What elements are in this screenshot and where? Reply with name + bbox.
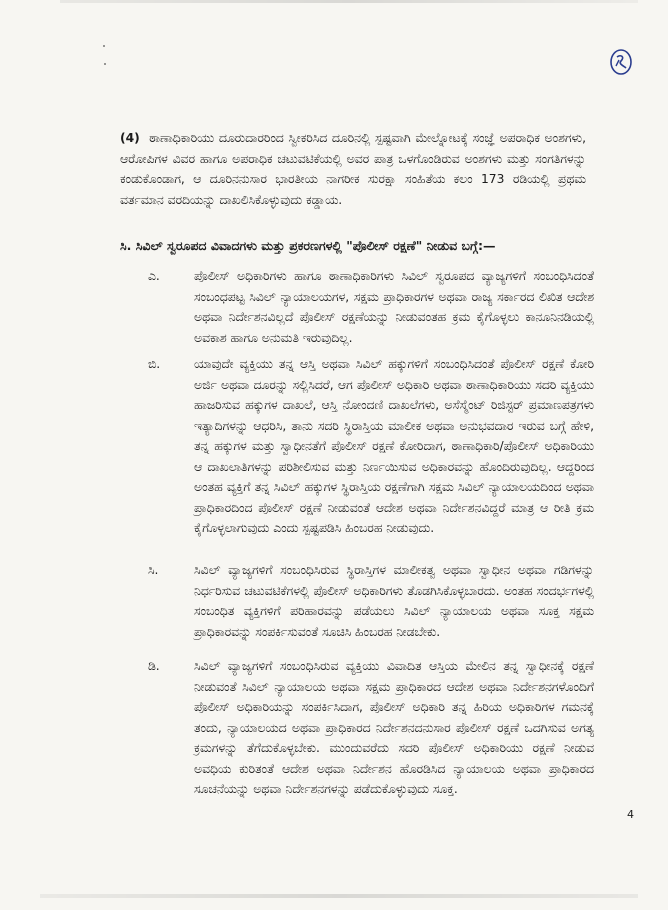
paragraph-4-marker: (4): [120, 131, 140, 145]
paragraph-4-text: [120, 128, 586, 210]
scan-edge-bottom: [40, 894, 638, 898]
page-number: 4: [627, 808, 634, 821]
initial-stamp-icon: [607, 48, 635, 76]
list-item-marker: ಡಿ.: [148, 659, 160, 673]
scan-speck: [103, 45, 105, 47]
section-heading: ಸಿ. ಸಿವಿಲ್ ಸ್ವರೂಪದ ವಿವಾದಗಳು ಮತ್ತು ಪ್ರಕರಣಗಳಲ್ಲಿ "ಪೊಲೀಸ್ ರಕ್ಷಣೆ" ನೀಡುವ ಬಗ್ಗೆ:—: [120, 238, 496, 253]
list-item-c: [148, 560, 594, 642]
list-item-marker: ಸಿ.: [148, 563, 159, 577]
list-item-text: ಯಾವುದೇ ವ್ಯಕ್ತಿಯು ತನ್ನ ಆಸ್ತಿ ಅಥವಾ ಸಿವಿಲ್ ಹಕ್ಕುಗಳಿಗೆ ಸಂಬಂಧಿಸಿದಂತೆ ಪೊಲೀಸ್ ರಕ್ಷಣೆ ಕೋರಿ ಅರ್ಜಿ ಅಥವಾ ದೂರನ್ನು ಸಲ್ಲಿಸಿದರೆ, ಆಗ ಪೊಲೀಸ್ ಅಧಿಕಾರಿ ಅಥವಾ ಠಾಣಾಧಿಕಾರಿಯು ಸದರಿ ವ್ಯಕ್ತಿಯು ಹಾಜರಿಸುವ ಹಕ್ಕುಗಳ ದಾಖಲೆ, ಆಸ್ತಿ ನೋಂದಣಿ ದಾಖಲೆಗಳು, ಅಸೆಸ್ಮೆಂಟ್ ರಿಜಿಸ್ಟರ್ ಪ್ರಮಾಣಪತ್ರಗಳು ಇತ್ಯಾದಿಗಳನ್ನು ಆಧರಿಸಿ, ತಾನು ಸದರಿ ಸ್ಥಿರಾಸ್ತಿಯ ಮಾಲೀಕ ಅಥವಾ ಅನುಭವದಾರ ಇರುವ ಬಗ್ಗೆ ಹೇಳಿ, ತನ್ನ ಹಕ್ಕುಗಳ ಮತ್ತು ಸ್ವಾಧೀನತೆಗೆ ಪೊಲೀಸ್ ರಕ್ಷಣೆ ಕೋರಿದಾಗ, ಠಾಣಾಧಿಕಾರಿ/ಪೊಲೀಸ್ ಅಧಿಕಾರಿಯು ಆ ದಾಖಲಾತಿಗಳನ್ನು ಪರಿಶೀಲಿಸುವ ಮತ್ತು ನಿರ್ಣಯಿಸುವ ಅಧಿಕಾರವನ್ನು ಹೊಂದಿರುವುದಿಲ್ಲ. ಆದ್ದರಿಂದ ಅಂತಹ ವ್ಯಕ್ತಿಗೆ ತನ್ನ ಸಿವಿಲ್ ಹಕ್ಕುಗಳ ಸ್ಥಿರಾಸ್ತಿಯ ರಕ್ಷಣೆಗಾಗಿ ಸಕ್ಷಮ ಸಿವಿಲ್ ನ್ಯಾಯಾಲಯದಿಂದ ಅಥವಾ ಪ್ರಾಧಿಕಾರದಿಂದ ಪೊಲೀಸ್ ರಕ್ಷಣೆ ನೀಡುವಂತೆ ಆದೇಶ ಅಥವಾ ನಿರ್ದೇಶನವಿದ್ದರೆ ಮಾತ್ರ ಆ ರೀತಿ ಕ್ರಮ ಕೈಗೊಳ್ಳಲಾಗುವುದು ಎಂದು ಸ್ಪಷ್ಟಪಡಿಸಿ ಹಿಂಬರಹ ನೀಡುವುದು.: [194, 357, 594, 535]
list-item-text: ಸಿವಿಲ್ ವ್ಯಾಜ್ಯಗಳಿಗೆ ಸಂಬಂಧಿಸಿರುವ ಸ್ಥಿರಾಸ್ತಿಗಳ ಮಾಲೀಕತ್ವ ಅಥವಾ ಸ್ವಾಧೀನ ಅಥವಾ ಗಡಿಗಳನ್ನು ನಿರ್ಧರಿಸುವ ಚಟುವಟಿಕೆಗಳಲ್ಲಿ ಪೊಲೀಸ್ ಅಧಿಕಾರಿಗಳು ತೊಡಗಿಸಿಕೊಳ್ಳಬಾರದು. ಅಂತಹ ಸಂದರ್ಭಗಳಲ್ಲಿ ಸಂಬಂಧಿತ ವ್ಯಕ್ತಿಗಳಿಗೆ ಪರಿಹಾರವನ್ನು ಪಡೆಯಲು ಸಿವಿಲ್ ನ್ಯಾಯಾಲಯ ಅಥವಾ ಸೂಕ್ತ ಸಕ್ಷಮ ಪ್ರಾಧಿಕಾರವನ್ನು ಸಂಪರ್ಕಿಸುವಂತೆ ಸೂಚಿಸಿ ಹಿಂಬರಹ ನೀಡಬೇಕು.: [194, 563, 594, 639]
list-item-text: ಪೊಲೀಸ್ ಅಧಿಕಾರಿಗಳು ಹಾಗೂ ಠಾಣಾಧಿಕಾರಿಗಳು ಸಿವಿಲ್ ಸ್ವರೂಪದ ವ್ಯಾಜ್ಯಗಳಿಗೆ ಸಂಬಂಧಿಸಿದಂತೆ ಸಂಬಂಧಪಟ್ಟ ಸಿವಿಲ್ ನ್ಯಾಯಾಲಯಗಳ, ಸಕ್ಷಮ ಪ್ರಾಧಿಕಾರಗಳ ಅಥವಾ ರಾಜ್ಯ ಸರ್ಕಾರದ ಲಿಖಿತ ಆದೇಶ ಅಥವಾ ನಿರ್ದೇಶನವಿಲ್ಲದೆ ಪೊಲೀಸ್ ರಕ್ಷಣೆಯನ್ನು ನೀಡುವಂತಹ ಕ್ರಮ ಕೈಗೊಳ್ಳಲು ಕಾನೂನಿನಡಿಯಲ್ಲಿ ಅವಕಾಶ ಹಾಗೂ ಅನುಮತಿ ಇರುವುದಿಲ್ಲ.: [194, 269, 594, 345]
list-item-d: [148, 656, 594, 800]
scan-edge-top: [60, 0, 638, 3]
list-item-marker: ಬಿ.: [148, 357, 161, 371]
list-item-b: [148, 354, 594, 539]
paragraph-4-body: ಠಾಣಾಧಿಕಾರಿಯು ದೂರುದಾರರಿಂದ ಸ್ವೀಕರಿಸಿದ ದೂರಿನಲ್ಲಿ ಸ್ಪಷ್ಟವಾಗಿ ಮೇಲ್ನೋಟಕ್ಕೆ ಸಂಜ್ಞೆ ಅಪರಾಧಿಕ ಅಂಶಗಳು, ಆರೋಪಿಗಳ ವಿವರ ಹಾಗೂ ಅಪರಾಧಿಕ ಚಟುವಟಿಕೆಯಲ್ಲಿ ಅವರ ಪಾತ್ರ ಒಳಗೊಂಡಿರುವ ಅಂಶಗಳು ಮತ್ತು ಸಂಗತಿಗಳನ್ನು ಕಂಡುಕೊಂಡಾಗ, ಆ ದೂರಿನನುಸಾರ ಭಾರತೀಯ ನಾಗರೀಕ ಸುರಕ್ಷಾ ಸಂಹಿತೆಯ ಕಲಂ 173 ರಡಿಯಲ್ಲಿ ಪ್ರಥಮ ವರ್ತಮಾನ ವರದಿಯನ್ನು ದಾಖಲಿಸಿಕೊಳ್ಳುವುದು ಕಡ್ಡಾಯ.: [120, 131, 586, 207]
list-item-a: [148, 266, 594, 348]
scan-speck: [104, 63, 106, 65]
list-item-marker: ಎ.: [148, 269, 160, 283]
list-item-text: ಸಿವಿಲ್ ವ್ಯಾಜ್ಯಗಳಿಗೆ ಸಂಬಂಧಿಸಿರುವ ವ್ಯಕ್ತಿಯು ವಿವಾದಿತ ಆಸ್ತಿಯ ಮೇಲಿನ ತನ್ನ ಸ್ವಾಧೀನಕ್ಕೆ ರಕ್ಷಣೆ ನೀಡುವಂತೆ ಸಿವಿಲ್ ನ್ಯಾಯಾಲಯ ಅಥವಾ ಸಕ್ಷಮ ಪ್ರಾಧಿಕಾರದ ಆದೇಶ ಅಥವಾ ನಿರ್ದೇಶನಗಳೊಂದಿಗೆ ಪೊಲೀಸ್ ಅಧಿಕಾರಿಯನ್ನು ಸಂಪರ್ಕಿಸಿದಾಗ, ಪೊಲೀಸ್ ಅಧಿಕಾರಿ ತನ್ನ ಹಿರಿಯ ಅಧಿಕಾರಿಗಳ ಗಮನಕ್ಕೆ ತಂದು, ನ್ಯಾಯಾಲಯದ ಅಥವಾ ಪ್ರಾಧಿಕಾರದ ನಿರ್ದೇಶನದನುಸಾರ ಪೊಲೀಸ್ ರಕ್ಷಣೆ ಒದಗಿಸುವ ಅಗತ್ಯ ಕ್ರಮಗಳನ್ನು ತೆಗೆದುಕೊಳ್ಳಬೇಕು. ಮುಂದುವರೆದು ಸದರಿ ಪೊಲೀಸ್ ಅಧಿಕಾರಿಯು ರಕ್ಷಣೆ ನೀಡುವ ಅವಧಿಯ ಕುರಿತಂತೆ ಆದೇಶ ಅಥವಾ ನಿರ್ದೇಶನ ಹೊರಡಿಸಿದ ನ್ಯಾಯಾಲಯ ಅಥವಾ ಪ್ರಾಧಿಕಾರದ ಸೂಚನೆಯನ್ನು ಅಥವಾ ನಿರ್ದೇಶನಗಳನ್ನು ಪಡೆದುಕೊಳ್ಳುವುದು ಸೂಕ್ತ.: [194, 659, 594, 796]
paragraph-4: [120, 128, 586, 210]
